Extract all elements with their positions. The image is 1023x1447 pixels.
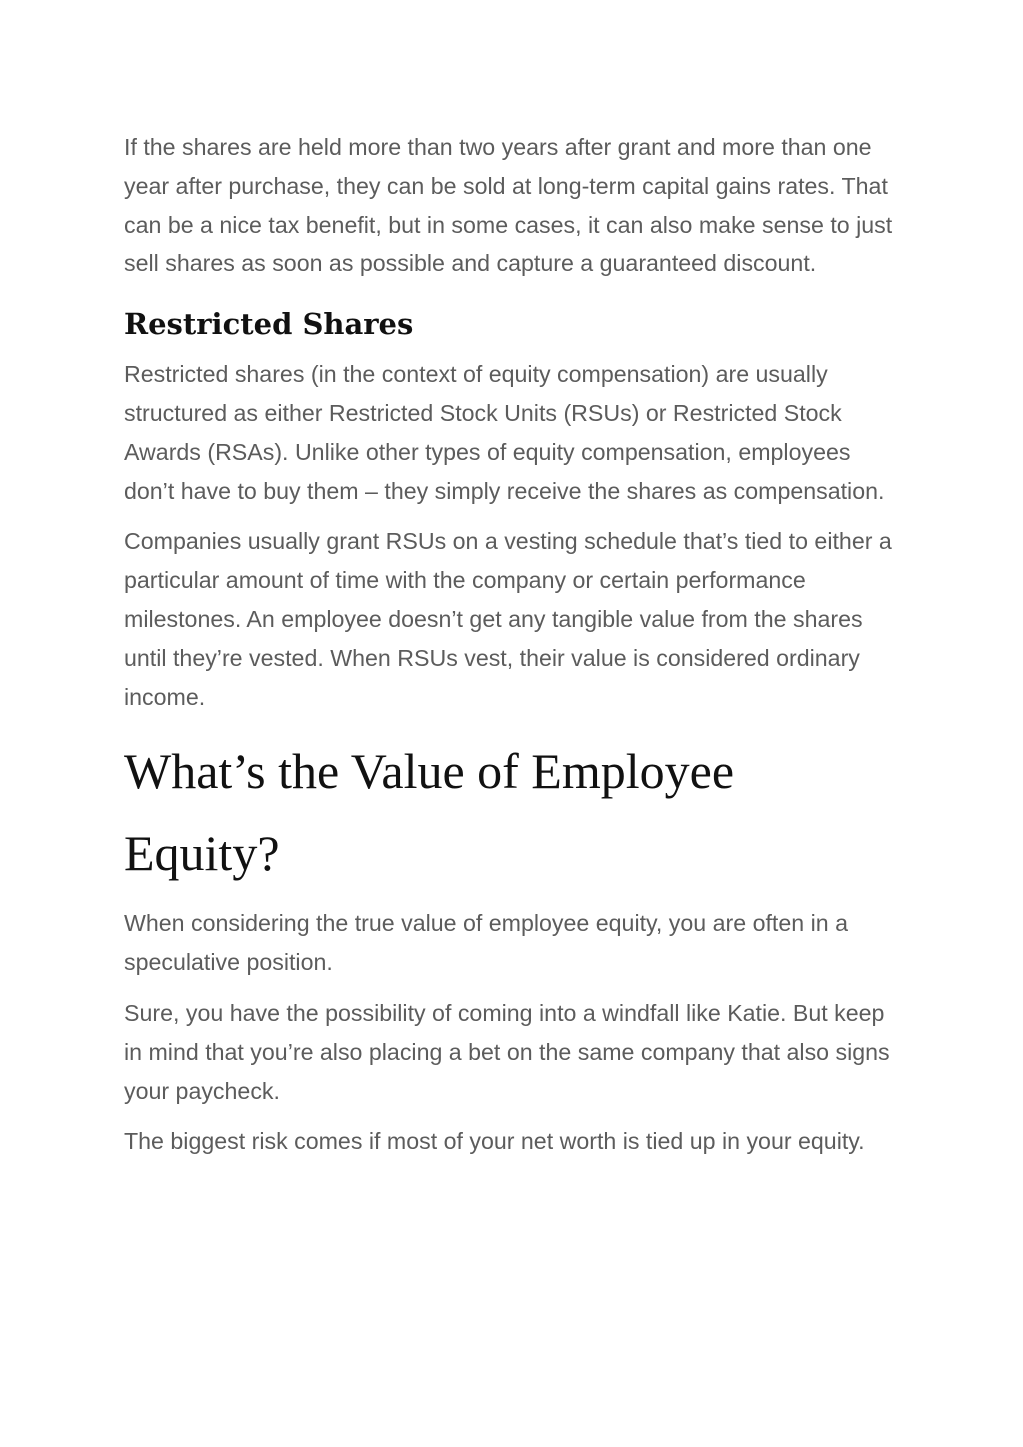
restricted-shares-paragraph-1: Restricted shares (in the context of equity compensation) are usually structured as either Restricted Stock Units (RSUs) or Restricted Stock Awards (RSAs). Unlike other types of equity compensation, employees don’t have to buy them – they simply receive the shares as compensation. (124, 361, 885, 504)
value-of-equity-paragraph-2: Sure, you have the possibility of coming into a windfall like Katie. But keep in mind that you’re also placing a bet on the same company that also signs your paycheck. (124, 999, 890, 1104)
value-of-equity-paragraph-3: The biggest risk comes if most of your net worth is tied up in your equity. (124, 1128, 865, 1155)
restricted-shares-paragraph-2: Companies usually grant RSUs on a vesting schedule that’s tied to either a particular amount of time with the company or certain performance milestones. An employee doesn’t get any tangible value from the shares until they’re vested. When RSUs vest, their value is considered ordinary income. (124, 528, 892, 710)
value-of-equity-heading: What’s the Value of Employee Equity? (124, 743, 735, 882)
restricted-shares-heading: Restricted Shares (124, 307, 414, 342)
value-of-equity-paragraph-1: When considering the true value of employee equity, you are often in a speculative position. (124, 910, 848, 976)
intro-paragraph: If the shares are held more than two years after grant and more than one year after purchase, they can be sold at long-term capital gains rates. That can be a nice tax benefit, but in some cases, it can also make sense to just sell shares as soon as possible and capture a guaranteed discount. (124, 134, 893, 277)
document-page (124, 128, 894, 1161)
